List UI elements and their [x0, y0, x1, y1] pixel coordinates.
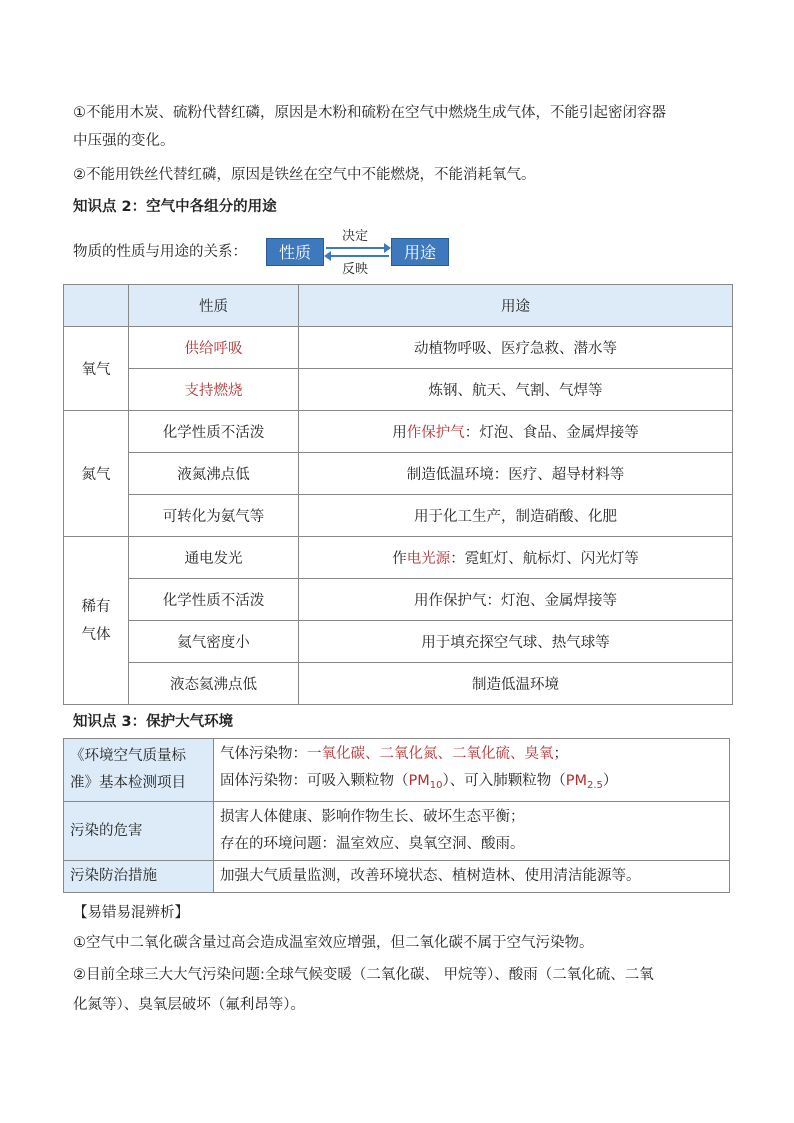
pm10-sub: 10 — [429, 780, 443, 791]
air-quality-table — [63, 738, 730, 893]
use-highlight: 电光源 — [406, 551, 451, 567]
property-cell: 供给呼吸 — [129, 327, 299, 369]
table-row — [64, 369, 733, 411]
use-suffix: ：霓虹灯、航标灯、闪光灯等 — [450, 551, 639, 567]
table-row — [64, 802, 730, 861]
gas-prefix: 气体污染物： — [220, 746, 307, 762]
solid-pollutants-line — [220, 768, 723, 799]
gas-items: 一氧化碳、二氧化氮、二氧化硫、臭氧 — [307, 746, 554, 762]
row-head-harm: 污染的危害 — [64, 802, 214, 861]
table-row — [64, 453, 733, 495]
table-row — [64, 663, 733, 705]
gas-suffix: ； — [553, 746, 568, 762]
group-oxygen: 氧气 — [64, 327, 129, 411]
property-cell: 化学性质不活泼 — [129, 411, 299, 453]
pm25-main: PM — [565, 773, 588, 789]
harm-line-1: 损害人体健康、影响作物生长、破坏生态平衡； — [220, 809, 525, 825]
property-cell: 液氮沸点低 — [129, 453, 299, 495]
table-row — [64, 861, 730, 893]
arrow-label-reflects: 反映 — [342, 262, 369, 277]
pm10-main: PM — [408, 773, 430, 789]
header-empty — [64, 285, 129, 327]
property-cell: 化学性质不活泼 — [129, 579, 299, 621]
pm10-label — [409, 773, 443, 789]
table-row — [64, 537, 733, 579]
gas-pollutants-line — [220, 741, 723, 768]
table-header-row — [64, 285, 733, 327]
property-cell: 通电发光 — [129, 537, 299, 579]
notes-line-3: 化氮等）、臭氧层破坏（氟利昂等）。 — [73, 997, 305, 1013]
table-row — [64, 411, 733, 453]
use-cell: 炼钢、航天、气割、气焊等 — [299, 369, 733, 411]
solid-mid: ）、可入肺颗粒物（ — [442, 773, 566, 789]
use-cell — [299, 411, 733, 453]
use-box: 用途 — [391, 238, 449, 266]
use-cell: 用于填充探空气球、热气球等 — [299, 621, 733, 663]
prevention-cell: 加强大气质量监测，改善环境状态、植树造林、使用清洁能源等。 — [214, 861, 730, 893]
notes-line-2: ②目前全球三大大气污染问题:全球气候变暖（二氧化碳、 甲烷等）、酸雨（二氧化硫、二氧 — [73, 967, 654, 983]
pm25-label — [566, 773, 603, 789]
row-head-standard: 《环境空气质量标准》基本检测项目 — [64, 739, 214, 802]
table-row — [64, 739, 730, 802]
use-suffix: ：灯泡、食品、金属焊接等 — [464, 425, 639, 441]
group-noble-gas — [64, 537, 129, 705]
use-cell: 用于化工生产，制造硝酸、化肥 — [299, 495, 733, 537]
noble-gas-line-2: 气体 — [81, 626, 111, 643]
property-cell: 可转化为氨气等 — [129, 495, 299, 537]
relation-label: 物质的性质与用途的关系： — [73, 244, 247, 260]
pollutants-cell — [214, 739, 730, 802]
header-use: 用途 — [299, 285, 733, 327]
gas-uses-table — [63, 284, 733, 705]
intro-line-2: 中压强的变化。 — [73, 133, 175, 149]
use-highlight: 作保护气 — [406, 425, 465, 441]
arrow-label-decides: 决定 — [342, 229, 369, 244]
relation-arrows — [324, 238, 391, 266]
group-nitrogen: 氮气 — [64, 411, 129, 537]
row-head-prevention: 污染防治措施 — [64, 861, 214, 893]
property-cell: 氦气密度小 — [129, 621, 299, 663]
header-property: 性质 — [129, 285, 299, 327]
notes-title: 【易错易混辨析】 — [73, 905, 189, 921]
use-prefix: 用 — [392, 425, 407, 441]
use-cell: 动植物呼吸、医疗急救、潜水等 — [299, 327, 733, 369]
solid-prefix: 固体污染物：可吸入颗粒物（ — [220, 773, 409, 789]
intro-line-1: ①不能用木炭、硫粉代替红磷，原因是木粉和硫粉在空气中燃烧生成气体，不能引起密闭容器 — [73, 105, 666, 121]
table-row — [64, 327, 733, 369]
use-prefix: 作 — [392, 551, 407, 567]
use-cell: 制造低温环境：医疗、超导材料等 — [299, 453, 733, 495]
harm-cell — [214, 802, 730, 861]
table-row — [64, 621, 733, 663]
property-box: 性质 — [266, 238, 324, 266]
intro-line-3: ②不能用铁丝代替红磷，原因是铁丝在空气中不能燃烧，不能消耗氧气。 — [73, 167, 536, 183]
pm25-sub: 2.5 — [587, 780, 603, 791]
noble-gas-line-1: 稀有 — [81, 598, 111, 615]
use-cell: 用作保护气：灯泡、金属焊接等 — [299, 579, 733, 621]
use-cell: 制造低温环境 — [299, 663, 733, 705]
knowledge-point-3-title: 知识点 3：保护大气环境 — [73, 714, 234, 730]
property-cell: 支持燃烧 — [129, 369, 299, 411]
knowledge-point-2-title: 知识点 2：空气中各组分的用途 — [73, 199, 277, 215]
table-row — [64, 579, 733, 621]
harm-line-2: 存在的环境问题：温室效应、臭氧空洞、酸雨。 — [220, 836, 525, 852]
property-cell: 液态氦沸点低 — [129, 663, 299, 705]
use-cell — [299, 537, 733, 579]
notes-line-1: ①空气中二氧化碳含量过高会造成温室效应增强，但二氧化碳不属于空气污染物。 — [73, 935, 594, 951]
table-row — [64, 495, 733, 537]
solid-suffix: ） — [602, 773, 618, 789]
